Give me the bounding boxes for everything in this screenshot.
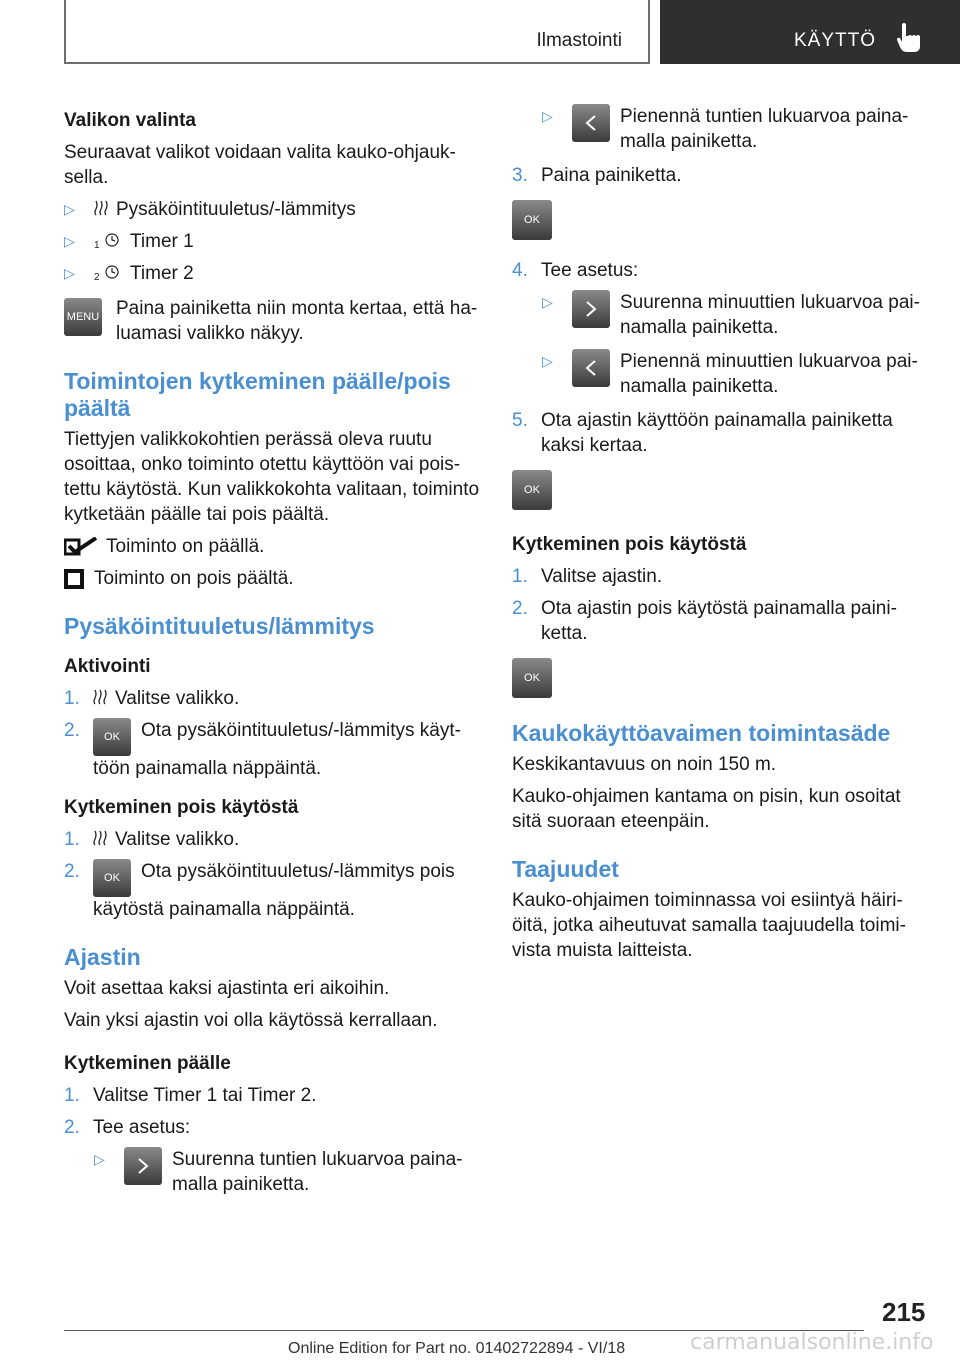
aktivointi-title: Aktivointi [64,656,151,677]
step-number: 1. [512,566,528,587]
sub-increase-minutes [512,290,932,340]
sub-text: Pienennä tuntien lukuarvoa paina-malla painiketta. [620,106,909,152]
step-number: 2. [64,1117,80,1138]
triangle-bullet-icon: ▷ [542,108,553,124]
checkbox-checked-icon [64,537,98,557]
step-text: Tee asetus: [93,1117,191,1138]
right-kytkeminen-pois-title: Kytkeminen pois käytöstä [512,534,747,555]
step-text: Ota ajastin käyttöön painamalla painiketta kaksi kertaa. [541,410,893,456]
aktivointi-step-2 [64,718,482,781]
chevron-right-button-icon [572,290,610,328]
step-text: Valitse valikko. [115,688,240,709]
page-number: 215 [882,1297,926,1327]
menu-button-icon: MENU [64,298,102,336]
triangle-bullet-icon: ▷ [94,1151,105,1167]
kytkeminen-paalle-step-1 [64,1083,482,1108]
section-title: Ilmastointi [536,30,622,51]
triangle-bullet-icon: ▷ [542,294,553,310]
ok-button-icon: OK [512,658,552,698]
chevron-left-button-icon [572,104,610,142]
step-number: 2. [512,598,528,619]
right-step-5 [512,408,932,458]
step-text: Valitse Timer 1 tai Timer 2. [93,1085,317,1106]
ajastin-text-2: Vain yksi ajastin voi olla käytössä kerrallaan. [64,1010,438,1031]
toimintojen-text: Tiettyjen valikkokohtien perässä oleva ruutu osoittaa, onko toiminto otettu käyttöön vai pois-tettu käytöstä. Kun valikkokohta valitaan, toiminto kytketään päälle tai pois päältä. [64,429,480,525]
ok-button-icon: OK [512,470,552,510]
ajastin-text-1: Voit asettaa kaksi ajastinta eri aikoihin. [64,978,390,999]
triangle-bullet-icon: ▷ [64,201,75,217]
timer-clock-icon [94,264,122,282]
svg-text:1: 1 [94,240,100,250]
kauko-heading: Kaukokäyttöavaimen toimintasäde [512,720,891,746]
menu-button-row [64,296,482,346]
ok-button-icon: OK [512,200,552,240]
state-off-row [64,566,482,591]
toimintojen-heading: Toimintojen kytkeminen päälle/pois päältä [64,368,451,421]
taajuudet-heading: Taajuudet [512,856,619,882]
kauko-text-2: Kauko-ohjaimen kantama on pisin, kun osoitat sitä suoraan eteenpäin. [512,786,901,832]
sub-text: Suurenna tuntien lukuarvoa paina-malla painiketta. [172,1149,463,1195]
triangle-bullet-icon: ▷ [542,353,553,369]
pointing-hand-icon [896,22,922,54]
ok-block-1 [512,200,932,240]
kauko-text-1: Keskikantavuus on noin 150 m. [512,754,777,775]
sub-text: Suurenna minuuttien lukuarvoa pai-namalla painiketta. [620,292,920,338]
step-text: Valitse ajastin. [541,566,663,587]
left-column [64,104,482,1206]
right-kytkeminen-pois-step-2 [512,596,932,646]
right-kytkeminen-pois-step-1 [512,564,932,589]
ajastin-heading: Ajastin [64,944,141,970]
step-text: Paina painiketta. [541,165,682,186]
menu-item-label: Pysäköintituuletus/-lämmitys [116,199,356,220]
header-chapter-box [660,0,960,64]
aktivointi-step-1 [64,686,482,711]
kytkeminen-paalle-step-2 [64,1115,482,1140]
chevron-left-button-icon [572,349,610,387]
state-on-text: Toiminto on päällä. [106,536,265,557]
pysakointi-heading: Pysäköintituuletus/lämmitys [64,613,375,639]
step-text: Ota pysäköintituuletus/-lämmitys pois käytöstä painamalla näppäintä. [93,861,455,920]
sub-increase-hours [64,1147,482,1197]
menu-item-pysakointi [64,197,482,222]
triangle-bullet-icon: ▷ [64,233,75,249]
kytkeminen-pois-step-2 [64,859,482,922]
checkbox-empty-icon [64,569,84,589]
svg-text:2: 2 [94,272,100,282]
step-number: 3. [512,165,528,186]
heating-icon [93,829,107,847]
step-text: Ota ajastin pois käytöstä painamalla paini-ketta. [541,598,897,644]
right-column [512,104,932,970]
timer-clock-icon [94,232,122,250]
ok-block-3 [512,658,932,698]
sub-text: Pienennä minuuttien lukuarvoa pai-namalla painiketta. [620,351,918,397]
kytkeminen-paalle-title: Kytkeminen päälle [64,1053,231,1074]
step-number: 2. [64,861,80,882]
chapter-title: KÄYTTÖ [794,30,877,51]
taajuudet-text: Kauko-ohjaimen toiminnassa voi esiintyä häiri-öitä, jotka aiheutuvat samalla taajuudella toimi-vista muista laitteista. [512,890,906,961]
step-number: 5. [512,410,528,431]
footer-edition: Online Edition for Part no. 01402722894 - VI/18 [288,1340,626,1357]
right-step-3 [512,163,932,188]
step-number: 2. [64,720,80,741]
menu-item-timer1 [64,229,482,254]
step-text: Valitse valikko. [115,829,240,850]
kytkeminen-pois-title: Kytkeminen pois käytöstä [64,797,299,818]
heating-icon [94,199,108,217]
step-text: Tee asetus: [541,260,639,281]
menu-button-text: Paina painiketta niin monta kertaa, että ha-luamasi valikko näkyy. [116,298,478,344]
ok-button-icon: OK [93,718,131,756]
kytkeminen-pois-step-1 [64,827,482,852]
watermark: carmanualsonline.info [690,1330,934,1355]
triangle-bullet-icon: ▷ [64,265,75,281]
ok-block-2 [512,470,932,510]
state-off-text: Toiminto on pois päältä. [94,568,294,589]
header-section-box [64,0,650,64]
step-number: 1. [64,1085,80,1106]
valikon-valinta-text: Seuraavat valikot voidaan valita kauko-ohjauk-sella. [64,142,456,188]
menu-item-label: Timer 1 [130,231,194,252]
state-on-row [64,534,482,559]
step-number: 4. [512,260,528,281]
step-text: Ota pysäköintituuletus/-lämmitys käyt-töön painamalla näppäintä. [93,720,461,779]
right-step-4 [512,258,932,283]
sub-decrease-minutes [512,349,932,399]
sub-decrease-hours [512,104,932,154]
step-number: 1. [64,688,80,709]
heating-icon [93,688,107,706]
menu-item-timer2 [64,261,482,286]
ok-button-icon: OK [93,859,131,897]
valikon-valinta-title: Valikon valinta [64,110,196,131]
chevron-right-button-icon [124,1147,162,1185]
menu-item-label: Timer 2 [130,263,194,284]
step-number: 1. [64,829,80,850]
